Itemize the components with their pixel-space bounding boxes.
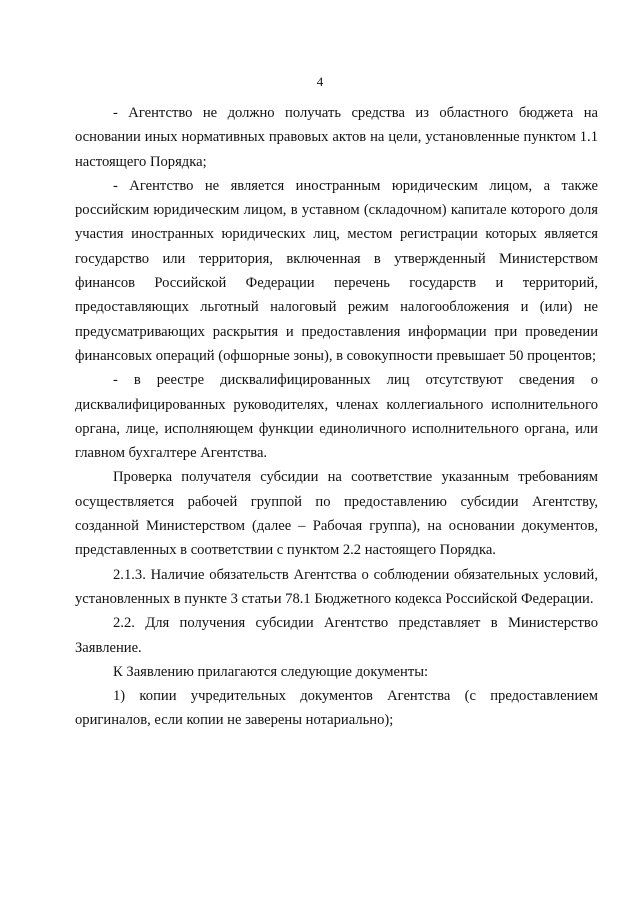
paragraph-disqualified-register: - в реестре дисквалифицированных лиц отсутствуют сведения о дисквалифицированных руководителях, членах коллегиального исполнительного органа, лице, исполняющем функции единоличного исполнительного органа, или главном бухгалтере Агентства. — [75, 372, 598, 462]
paragraph-2-1-3: 2.1.3. Наличие обязательств Агентства о соблюдении обязательных условий, установленных в пункте 3 статьи 78.1 Бюджетного кодекса Российской Федерации. — [75, 566, 598, 607]
paragraph-attached-documents: К Заявлению прилагаются следующие документы: — [113, 663, 429, 680]
paragraph-verification-working-group: Проверка получателя субсидии на соответствие указанным требованиям осуществляется рабочей группой по предоставлению субсидии Агентству, созданной Министерством (далее – Рабочая группа), на основании документов, представленных в соответствии с пунктом 2.2 настоящего Порядка. — [75, 469, 598, 559]
page-number: 4 — [316, 74, 324, 89]
paragraph-not-foreign-entity: - Агентство не является иностранным юридическим лицом, а также российским юридическим лицом, в уставном (складочном) капитале которого доля участия иностранных юридических лиц, местом регистрации которых является государство или территория, включенная в утвержденный Министерством финансов Российской Федерации перечень государств и территорий, предоставляющих льготный налоговый режим налогообложения и (или) не предусматривающих раскрытия и предоставления информации при проведении финансовых операций (офшорные зоны), в совокупности превышает 50 процентов; — [75, 177, 598, 364]
document-body — [75, 101, 598, 733]
paragraph-item-1: 1) копии учредительных документов Агентства (с предоставлением оригиналов, если копии не заверены нотариально); — [75, 688, 598, 729]
paragraph-2-2: 2.2. Для получения субсидии Агентство представляет в Министерство Заявление. — [75, 615, 598, 656]
paragraph-no-other-funding: - Агентство не должно получать средства из областного бюджета на основании иных нормативных правовых актов на цели, установленные пунктом 1.1 настоящего Порядка; — [75, 105, 598, 170]
